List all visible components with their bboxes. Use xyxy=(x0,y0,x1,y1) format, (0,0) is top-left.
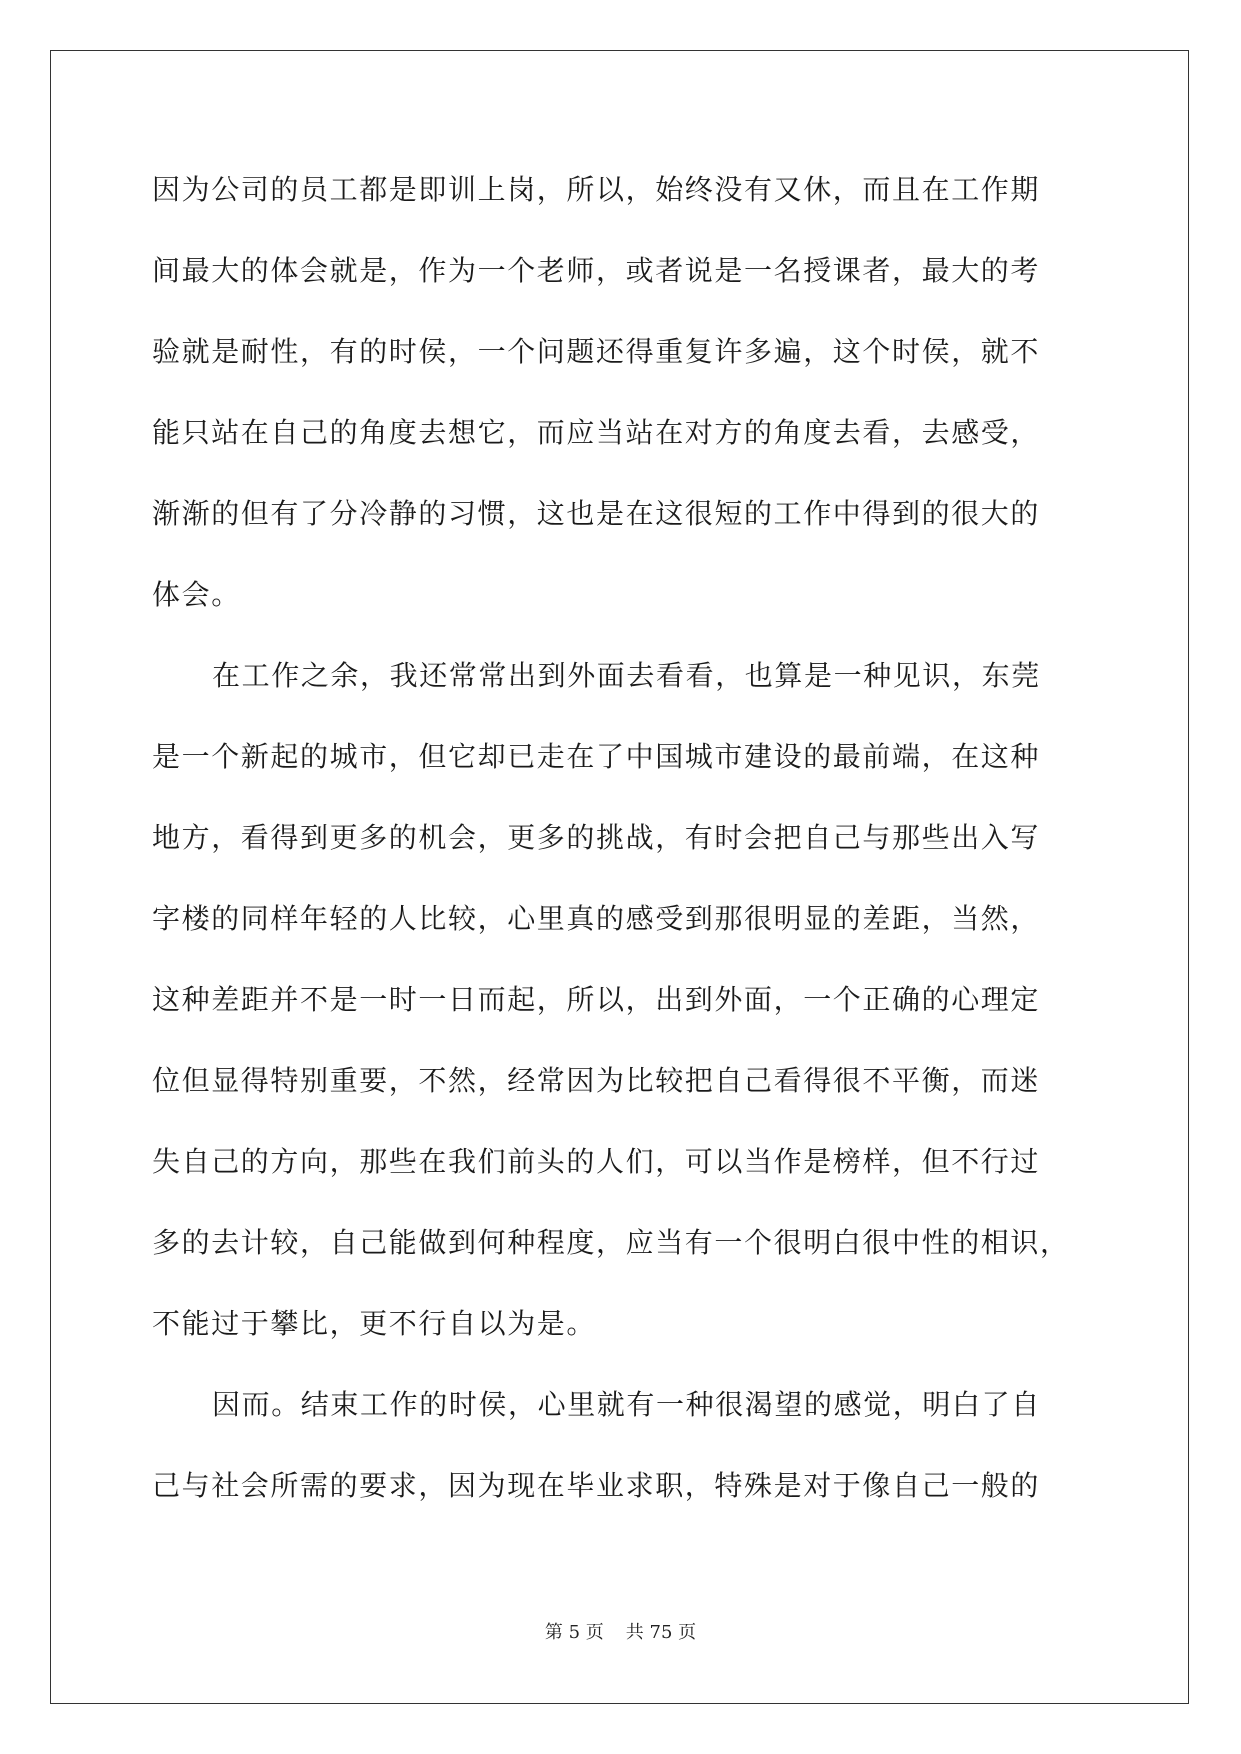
text-line: 间最大的体会就是，作为一个老师，或者说是一名授课者，最大的考 xyxy=(152,254,1041,287)
text-line: 失自己的方向，那些在我们前头的人们，可以当作是榜样，但不行过 xyxy=(152,1145,1041,1178)
text-line: 这种差距并不是一时一日而起，所以，出到外面，一个正确的心理定 xyxy=(152,983,1041,1016)
text-line: 体会。 xyxy=(152,578,241,611)
text-line: 渐渐的但有了分冷静的习惯，这也是在这很短的工作中得到的很大的 xyxy=(152,497,1041,530)
text-line: 字楼的同样年轻的人比较，心里真的感受到那很明显的差距，当然， xyxy=(152,902,1041,935)
document-body xyxy=(152,160,1102,1537)
page-footer xyxy=(0,1618,1241,1644)
text-line: 地方，看得到更多的机会，更多的挑战，有时会把自己与那些出入写 xyxy=(152,821,1041,854)
text-line: 位但显得特别重要，不然，经常因为比较把自己看得很不平衡，而迷 xyxy=(152,1064,1041,1097)
text-line: 己与社会所需的要求，因为现在毕业求职，特殊是对于像自己一般的 xyxy=(152,1469,1041,1502)
text-line: 不能过于攀比，更不行自以为是。 xyxy=(152,1307,597,1340)
text-line: 因为公司的员工都是即训上岗，所以，始终没有又休，而且在工作期 xyxy=(152,173,1041,206)
page-number: 第 5 页 xyxy=(544,1622,604,1643)
text-line: 多的去计较，自己能做到何种程度，应当有一个很明白很中性的相识， xyxy=(152,1226,1070,1259)
text-line: 是一个新起的城市，但它却已走在了中国城市建设的最前端，在这种 xyxy=(152,740,1041,773)
total-pages: 共 75 页 xyxy=(625,1622,697,1643)
text-line: 能只站在自己的角度去想它，而应当站在对方的角度去看，去感受， xyxy=(152,416,1041,449)
paragraph-first-line: 在工作之余，我还常常出到外面去看看，也算是一种见识，东莞 xyxy=(212,659,1041,692)
text-line: 验就是耐性，有的时侯，一个问题还得重复许多遍，这个时侯，就不 xyxy=(152,335,1041,368)
paragraph-first-line: 因而。结束工作的时侯，心里就有一种很渴望的感觉，明白了自 xyxy=(212,1388,1041,1421)
